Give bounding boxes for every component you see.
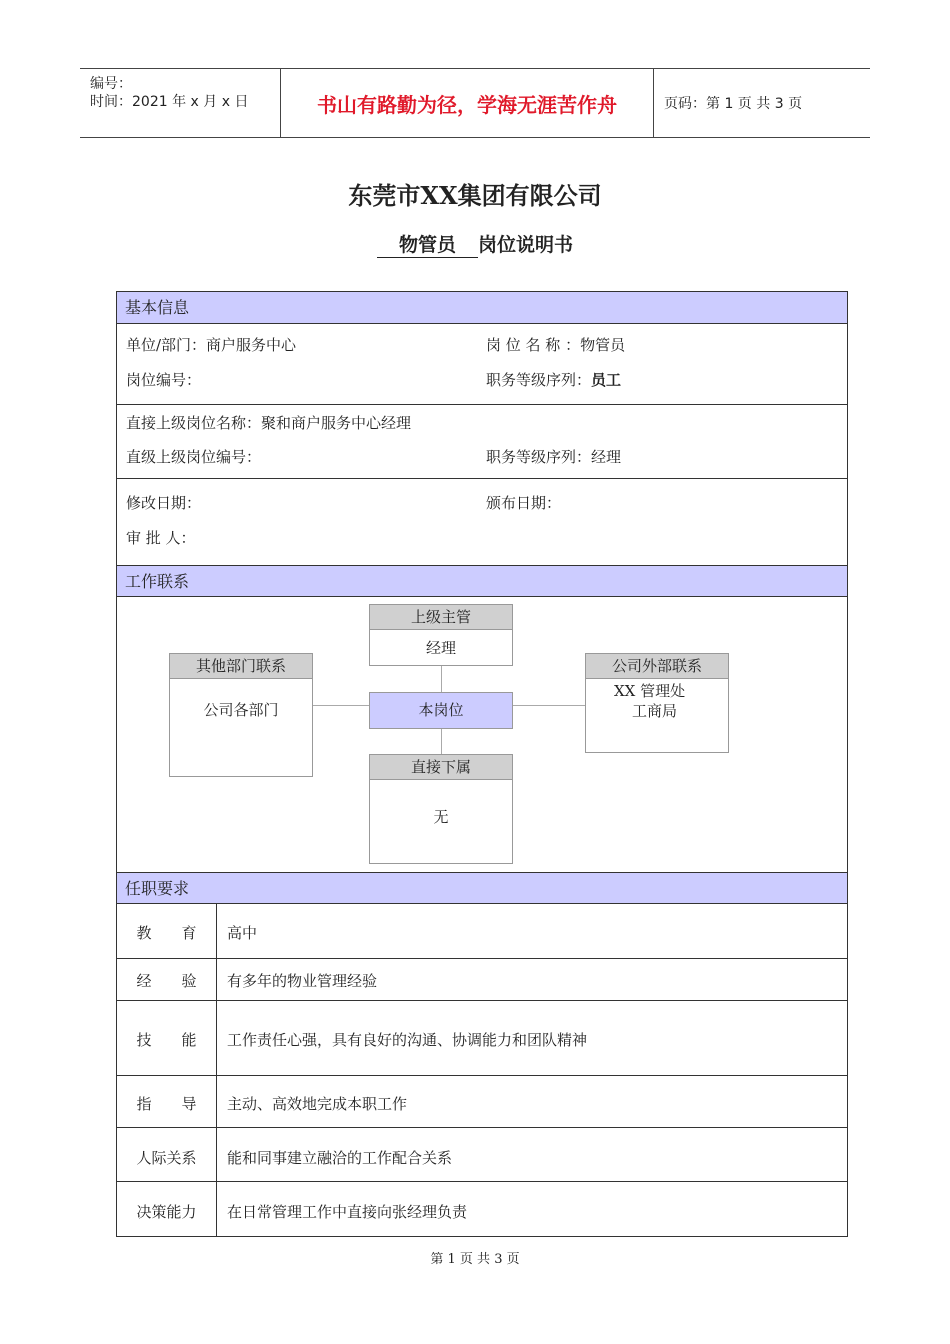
- section-requirements: 任职要求: [117, 872, 847, 904]
- other-dept-box: [169, 653, 313, 777]
- subordinate-box: [369, 754, 513, 864]
- section-work-relations: 工作联系: [117, 565, 847, 597]
- page-footer: 第 1 页 共 3 页: [430, 1252, 520, 1267]
- req-label-experience: 经 验: [136, 972, 197, 990]
- column-divider: [216, 904, 217, 1236]
- superior-code: 直级上级岗位编号：: [126, 448, 262, 466]
- req-label-education: 教 育: [136, 924, 197, 942]
- superior-grade: 职务等级序列：经理: [486, 448, 622, 466]
- divider: [117, 404, 847, 405]
- req-label-relations: 人际关系: [136, 1149, 197, 1167]
- approver: 审 批 人：: [126, 529, 196, 547]
- grade: [486, 369, 621, 390]
- position-title: 物管员: [377, 230, 478, 258]
- other-dept-box-body: 公司各部门: [203, 701, 279, 719]
- job-description-form: [116, 291, 848, 1237]
- number-label: 编号：: [90, 76, 132, 92]
- req-value-education: 高中: [227, 924, 258, 942]
- superior-box-body: 经理: [425, 639, 456, 657]
- other-dept-box-head: 其他部门联系: [170, 654, 312, 679]
- superior-name: 直接上级岗位名称：聚和商户服务中心经理: [126, 414, 412, 432]
- req-value-relations: 能和同事建立融洽的工作配合关系: [227, 1149, 453, 1167]
- time-label: 时间：2021 年 x 月 x 日: [90, 94, 249, 110]
- document-subtitle: [0, 230, 950, 258]
- connector-left: [313, 705, 370, 706]
- divider: [117, 958, 847, 959]
- req-label-decision: 决策能力: [136, 1203, 197, 1221]
- divider: [117, 478, 847, 479]
- req-value-skills: 工作责任心强，具有良好的沟通、协调能力和团队精神: [227, 1031, 588, 1049]
- this-position-box: 本岗位: [369, 692, 513, 729]
- position-code: 岗位编号：: [126, 371, 202, 389]
- external-box-line2: 工商局: [632, 702, 678, 720]
- connector-up: [441, 666, 442, 692]
- req-label-skills: 技 能: [136, 1031, 197, 1049]
- external-box-line1: XX 管理处: [614, 682, 686, 700]
- subtitle-suffix: 岗位说明书: [478, 234, 574, 256]
- req-value-experience: 有多年的物业管理经验: [227, 972, 378, 990]
- position-name-label: 岗 位 名 称 ：: [486, 336, 581, 354]
- unit-dept: 单位/部门：商户服务中心: [126, 336, 297, 354]
- divider: [117, 1127, 847, 1128]
- req-label-guidance: 指 导: [136, 1095, 197, 1113]
- header-page-number: 页码：第 1 页 共 3 页: [664, 96, 803, 112]
- header-slogan: 书山有路勤为径，学海无涯苦作舟: [281, 69, 654, 137]
- position-name-value: 物管员: [580, 336, 626, 354]
- superior-box: [369, 604, 513, 666]
- document-header: [80, 68, 870, 138]
- modify-date: 修改日期：: [126, 494, 202, 512]
- req-value-guidance: 主动、高效地完成本职工作: [227, 1095, 408, 1113]
- section-basic-info: 基本信息: [117, 292, 847, 324]
- divider: [117, 1075, 847, 1076]
- divider: [117, 1181, 847, 1182]
- publish-date: 颁布日期：: [486, 494, 562, 512]
- subordinate-box-head: 直接下属: [370, 755, 512, 780]
- company-title: 东莞市XX集团有限公司: [348, 181, 602, 210]
- external-box-head: 公司外部联系: [586, 654, 728, 679]
- grade-value: 员工: [591, 371, 622, 389]
- external-box: [585, 653, 729, 753]
- header-meta: [80, 69, 281, 137]
- position-name: [486, 334, 625, 355]
- req-value-decision: 在日常管理工作中直接向张经理负责: [227, 1203, 468, 1221]
- connector-down: [441, 729, 442, 755]
- connector-right: [513, 705, 585, 706]
- subordinate-box-body: 无: [433, 808, 449, 826]
- grade-label: 职务等级序列：: [486, 371, 592, 389]
- superior-box-head: 上级主管: [370, 605, 512, 630]
- divider: [117, 1000, 847, 1001]
